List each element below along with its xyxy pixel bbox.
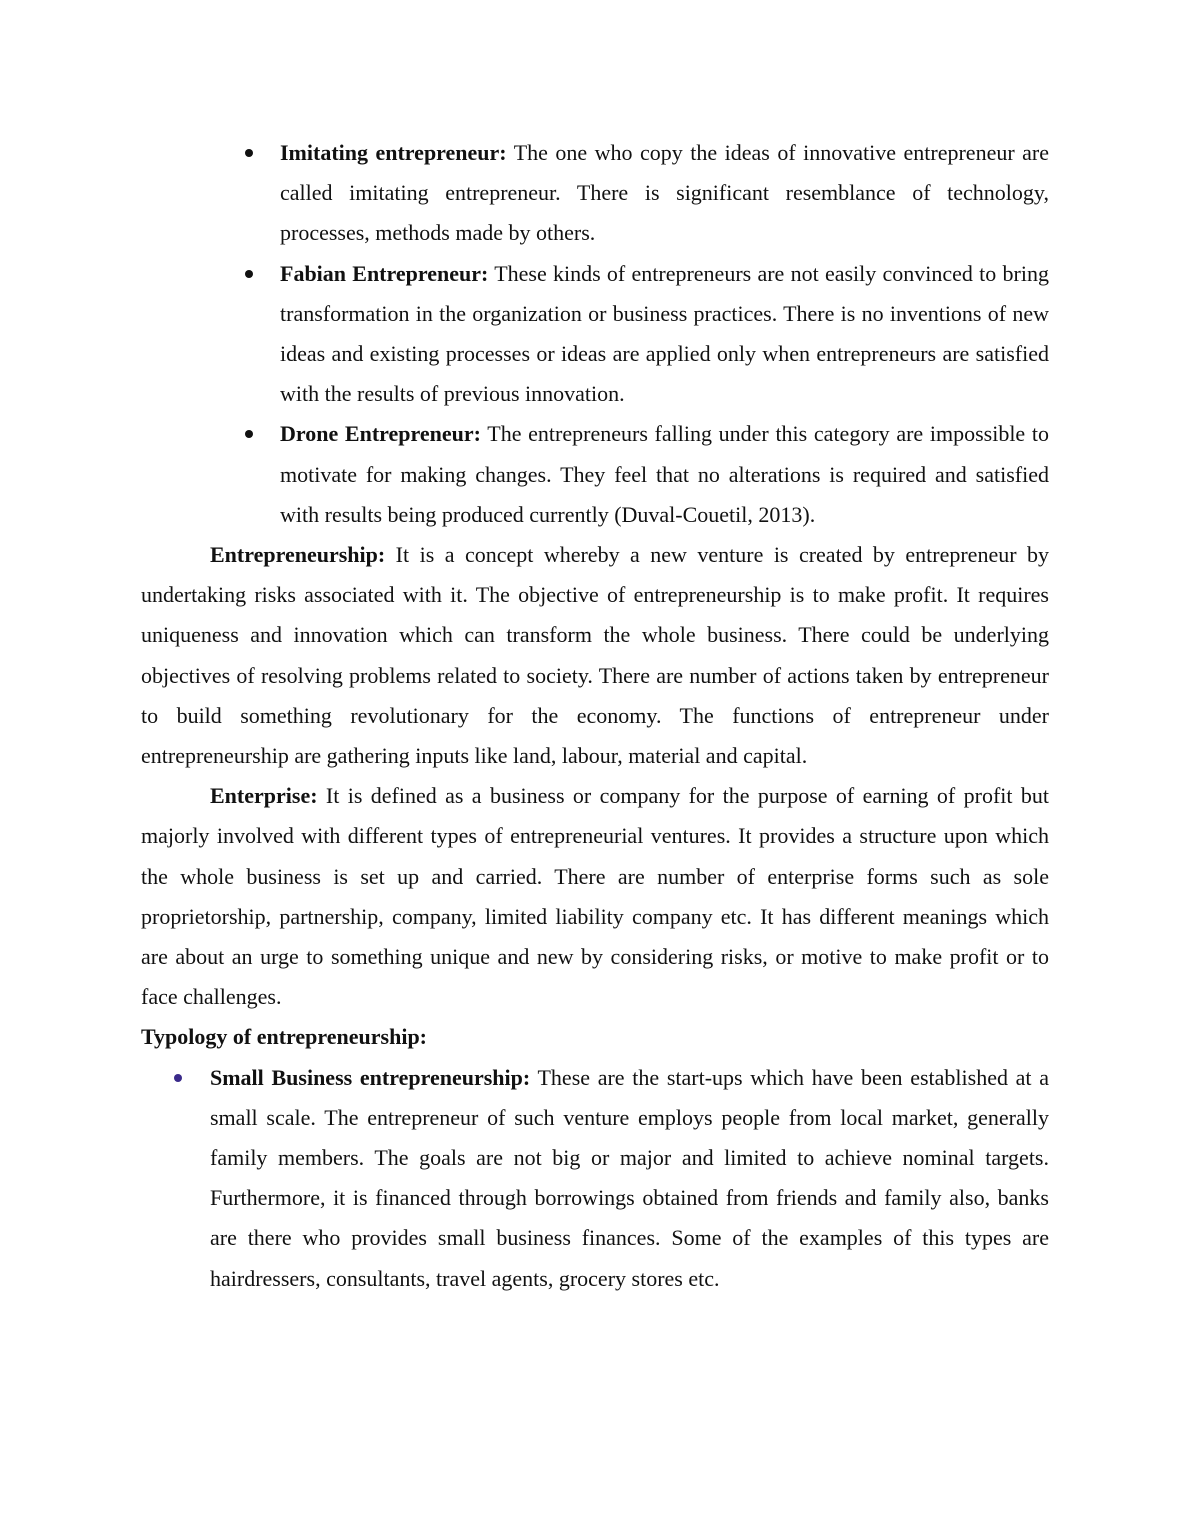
typology-list [141,1058,1049,1299]
list-item-fabian [141,254,1049,415]
text-fabian: These kinds of entrepreneurs are not easily convinced to bring transformation in the organization or business practices. There is no inventions of new ideas and existing processes or ideas are applied only when entrepreneurs are satisfied with the results of previous innovation. [280,260,1049,407]
term-small-business: Small Business entrepreneurship: [210,1064,531,1090]
term-imitating: Imitating entrepreneur: [280,140,507,165]
term-fabian: Fabian Entrepreneur: [280,260,489,286]
text-imitating: The one who copy the ideas of innovative entrepreneur are called imitating entrepreneur. There is significant resemblance of technology, processes, methods made by others. [280,140,1049,246]
enterprise-paragraph [141,776,1049,1017]
bullet-icon [174,1074,182,1082]
term-drone: Drone Entrepreneur: [280,421,481,447]
term-enterprise: Enterprise: [210,783,318,809]
list-item-drone [141,414,1049,535]
term-entrepreneurship: Entrepreneurship: [210,542,386,568]
text-drone: The entrepreneurs falling under this category are impossible to motivate for making changes. They feel that no alterations is required and satisfied with results being produced currently (Duval-Couetil, 2013). [280,421,1049,527]
bullet-icon [245,430,253,438]
text-entrepreneurship: It is a concept whereby a new venture is created by entrepreneur by undertaking risks associated with it. The objective of entrepreneurship is to make profit. It requires uniqueness and innovation which can transform the whole business. There could be underlying objectives of resolving problems related to society. There are number of actions taken by entrepreneur to build something revolutionary for the economy. The functions of entrepreneur under entrepreneurship are gathering inputs like land, labour, material and capital. [141,542,1049,769]
entrepreneur-types-list [141,133,1049,535]
list-item-imitating [141,133,1049,254]
bullet-icon [245,270,253,278]
bullet-icon [245,149,253,157]
document-content [141,133,1049,1299]
entrepreneurship-paragraph [141,535,1049,776]
text-small-business: These are the start-ups which have been established at a small scale. The entrepreneur of such venture employs people from local market, generally family members. The goals are not big or major and limited to achieve nominal targets. Furthermore, it is financed through borrowings obtained from friends and family also, banks are there who provides small business finances. Some of the examples of this types are hairdressers, consultants, travel agents, grocery stores etc. [210,1064,1049,1291]
list-item-small-business [141,1058,1049,1299]
text-enterprise: It is defined as a business or company for the purpose of earning of profit but majorly involved with different types of entrepreneurial ventures. It provides a structure upon which the whole business is set up and carried. There are number of enterprise forms such as sole proprietorship, partnership, company, limited liability company etc. It has different meanings which are about an urge to something unique and new by considering risks, or motive to make profit or to face challenges. [141,783,1049,1010]
typology-heading: Typology of entrepreneurship: [141,1024,428,1050]
